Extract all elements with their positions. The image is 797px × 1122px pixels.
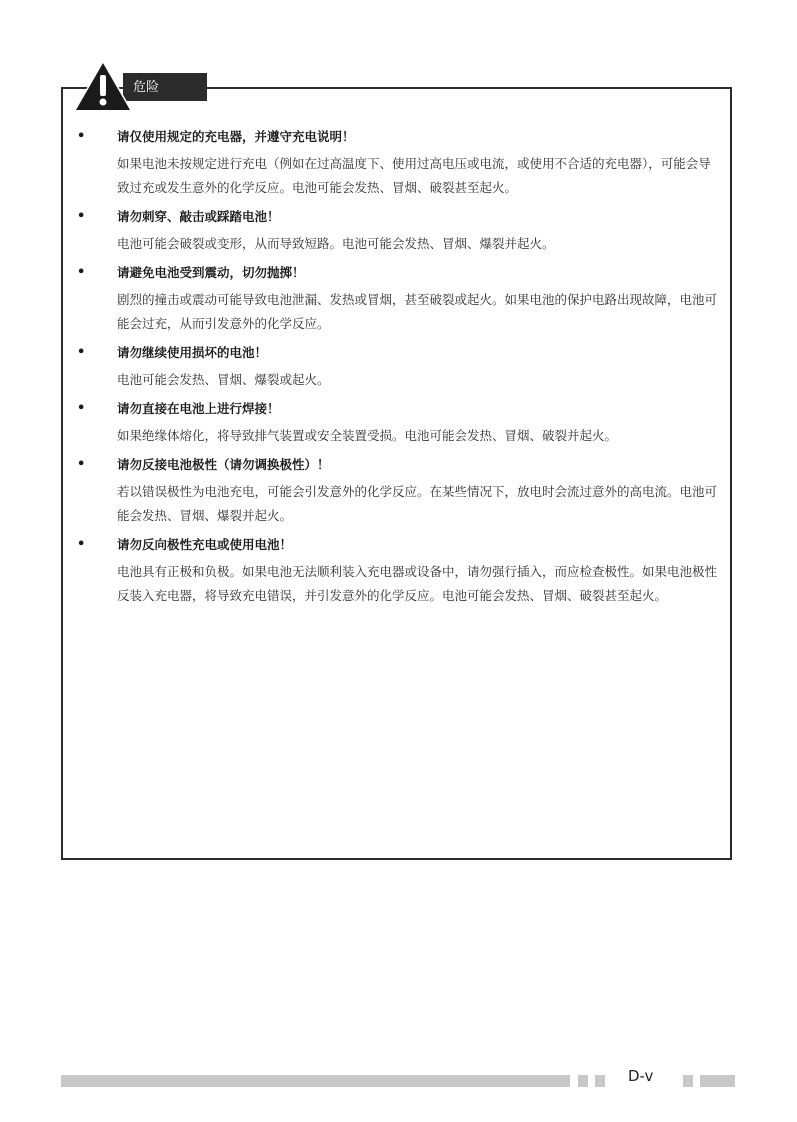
- danger-items: [76, 124, 721, 612]
- item-title: 请勿反接电池极性（请勿调换极性）！: [117, 457, 330, 472]
- item-title: 请勿继续使用损坏的电池！: [117, 345, 268, 360]
- item-body: 剧烈的撞击或震动可能导致电池泄漏、发热或冒烟，甚至破裂或起火。如果电池的保护电路出现故障，电池可能会过充，从而引发意外的化学反应。: [117, 292, 718, 331]
- item-title: 请避免电池受到震动，切勿抛掷！: [117, 265, 305, 280]
- list-item: [76, 204, 721, 256]
- item-title: 请勿直接在电池上进行焊接！: [117, 401, 280, 416]
- bullet-icon: •: [77, 537, 86, 552]
- footer-square: [683, 1075, 693, 1087]
- danger-label: 危险: [123, 73, 207, 101]
- bullet-icon: •: [77, 401, 86, 416]
- list-item: [76, 452, 721, 528]
- list-item: [76, 340, 721, 392]
- page-number: D-v: [628, 1067, 654, 1085]
- footer-bar-right: [700, 1075, 735, 1087]
- item-title: 请勿刺穿、敲击或踩踏电池！: [117, 209, 280, 224]
- item-title: 请勿反向极性充电或使用电池！: [117, 537, 293, 552]
- bullet-icon: •: [77, 209, 86, 224]
- bullet-icon: •: [77, 457, 86, 472]
- item-body: 如果电池未按规定进行充电（例如在过高温度下、使用过高电压或电流，或使用不合适的充电器），可能会导致过充或发生意外的化学反应。电池可能会发热、冒烟、破裂甚至起火。: [117, 156, 711, 195]
- footer-square: [578, 1075, 588, 1087]
- item-title: 请仅使用规定的充电器，并遵守充电说明！: [117, 129, 355, 144]
- item-body: 如果绝缘体熔化，将导致排气装置或安全装置受损。电池可能会发热、冒烟、破裂并起火。: [117, 428, 618, 443]
- item-body: 电池可能会发热、冒烟、爆裂或起火。: [117, 372, 330, 387]
- bullet-icon: •: [77, 129, 86, 144]
- bullet-icon: •: [77, 265, 86, 280]
- bullet-icon: •: [77, 345, 86, 360]
- item-body: 电池具有正极和负极。如果电池无法顺利装入充电器或设备中，请勿强行插入，而应检查极性。如果电池极性反装入充电器，将导致充电错误，并引发意外的化学反应。电池可能会发热、冒烟、破裂甚至起火。: [117, 564, 718, 603]
- footer-square: [595, 1075, 605, 1087]
- list-item: [76, 124, 721, 200]
- item-body: 若以错误极性为电池充电，可能会引发意外的化学反应。在某些情况下，放电时会流过意外的高电流。电池可能会发热、冒烟、爆裂并起火。: [117, 484, 718, 523]
- item-body: 电池可能会破裂或变形，从而导致短路。电池可能会发热、冒烟、爆裂并起火。: [117, 236, 555, 251]
- list-item: [76, 396, 721, 448]
- list-item: [76, 532, 721, 608]
- warning-triangle-icon: [72, 59, 134, 113]
- footer-bar: [61, 1075, 570, 1087]
- list-item: [76, 260, 721, 336]
